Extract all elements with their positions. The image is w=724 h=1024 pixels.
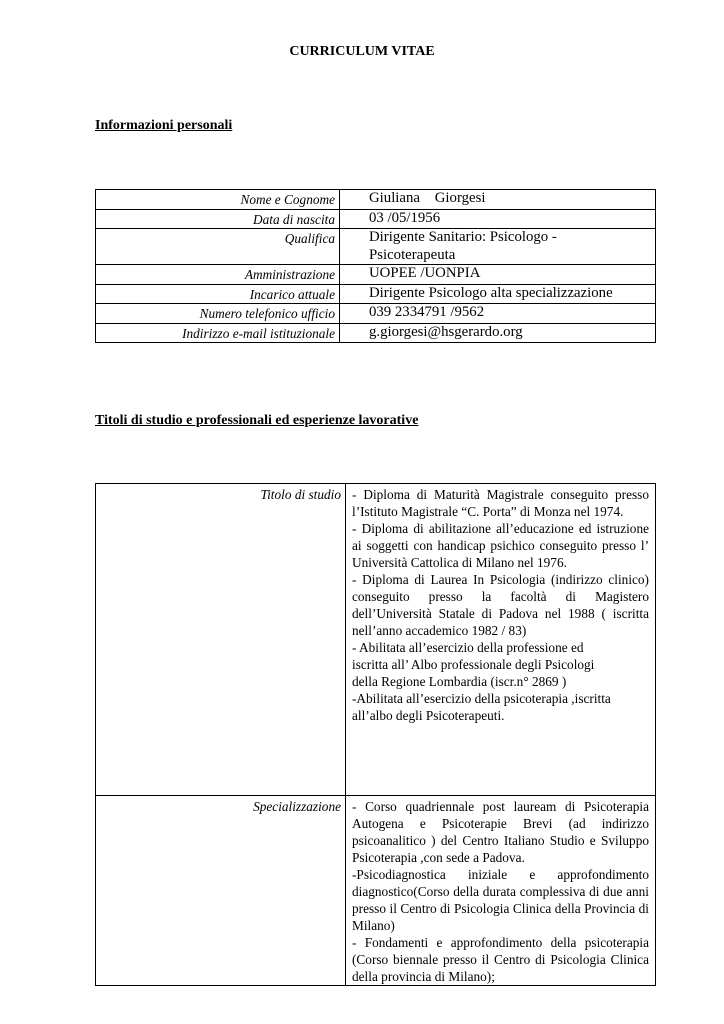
table-row: [96, 190, 656, 210]
row-label: Titolo di studio: [96, 484, 346, 796]
row-label: Incarico attuale: [96, 284, 340, 304]
row-value: UOPEE /UONPIA: [340, 265, 656, 285]
list-item: -Abilitata all’esercizio della psicoterapia ,iscritta all’albo degli Psicoterapeuti.: [352, 691, 611, 723]
row-label: Indirizzo e-mail istituzionale: [96, 323, 340, 343]
email-value: g.giorgesi@hsgerardo.org: [340, 323, 656, 343]
specialization-cell: [346, 796, 656, 986]
row-label: Qualifica: [96, 229, 340, 265]
table-row: [96, 304, 656, 324]
row-value: Dirigente Psicologo alta specializzazione: [340, 284, 656, 304]
table-row: [96, 284, 656, 304]
list-item: - Fondamenti e approfondimento della psicoterapia (Corso biennale presso il Centro di Psicologia Clinica della provincia di Milano);: [352, 935, 649, 984]
list-item: - Diploma di abilitazione all’educazione ed istruzione ai soggetti con handicap psichico conseguito presso l’ Università Cattolica di Milano nel 1976.: [352, 521, 649, 570]
personal-info-table: [95, 189, 656, 343]
table-row: [96, 265, 656, 285]
row-value: 03 /05/1956: [340, 209, 656, 229]
table-row: [96, 796, 656, 986]
row-label: Specializzazione: [96, 796, 346, 986]
row-value: 039 2334791 /9562: [340, 304, 656, 324]
section-heading-personal-info: Informazioni personali: [95, 118, 233, 133]
row-label: Nome e Cognome: [96, 190, 340, 210]
study-titles-cell: [346, 484, 656, 796]
list-item: -Psicodiagnostica iniziale e approfondimento diagnostico(Corso della durata complessiva di due anni presso il Centro di Psicologia Clinica della Provincia di Milano): [352, 867, 649, 933]
table-row: [96, 209, 656, 229]
row-value: Dirigente Sanitario: Psicologo - Psicoterapeuta: [340, 229, 656, 265]
section-heading-studies: Titoli di studio e professionali ed esperienze lavorative: [95, 413, 419, 428]
row-label: Numero telefonico ufficio: [96, 304, 340, 324]
table-row: [96, 323, 656, 343]
row-value: Giuliana Giorgesi: [340, 190, 656, 210]
row-label: Data di nascita: [96, 209, 340, 229]
list-item: - Diploma di Maturità Magistrale conseguito presso l’Istituto Magistrale “C. Porta” di Monza nel 1974.: [352, 487, 649, 519]
table-row: [96, 484, 656, 796]
row-label: Amministrazione: [96, 265, 340, 285]
list-item: - Abilitata all’esercizio della professione ed iscritta all’ Albo professionale degli Psicologi della Regione Lombardia (iscr.n° 2869 ): [352, 640, 595, 689]
list-item: - Corso quadriennale post lauream di Psicoterapia Autogena e Psicoterapie Brevi (ad indirizzo psicoanalitico ) del Centro Italiano Studio e Sviluppo Psicoterapia ,con sede a Padova.: [352, 799, 649, 865]
table-row: [96, 229, 656, 265]
studies-table: [95, 483, 656, 986]
list-item: - Diploma di Laurea In Psicologia (indirizzo clinico) conseguito presso la facoltà di Magistero dell’Università Statale di Padova nel 1988 ( iscritta nell’anno accademico 1982 / 83): [352, 572, 649, 638]
document-title: CURRICULUM VITAE: [289, 44, 435, 59]
